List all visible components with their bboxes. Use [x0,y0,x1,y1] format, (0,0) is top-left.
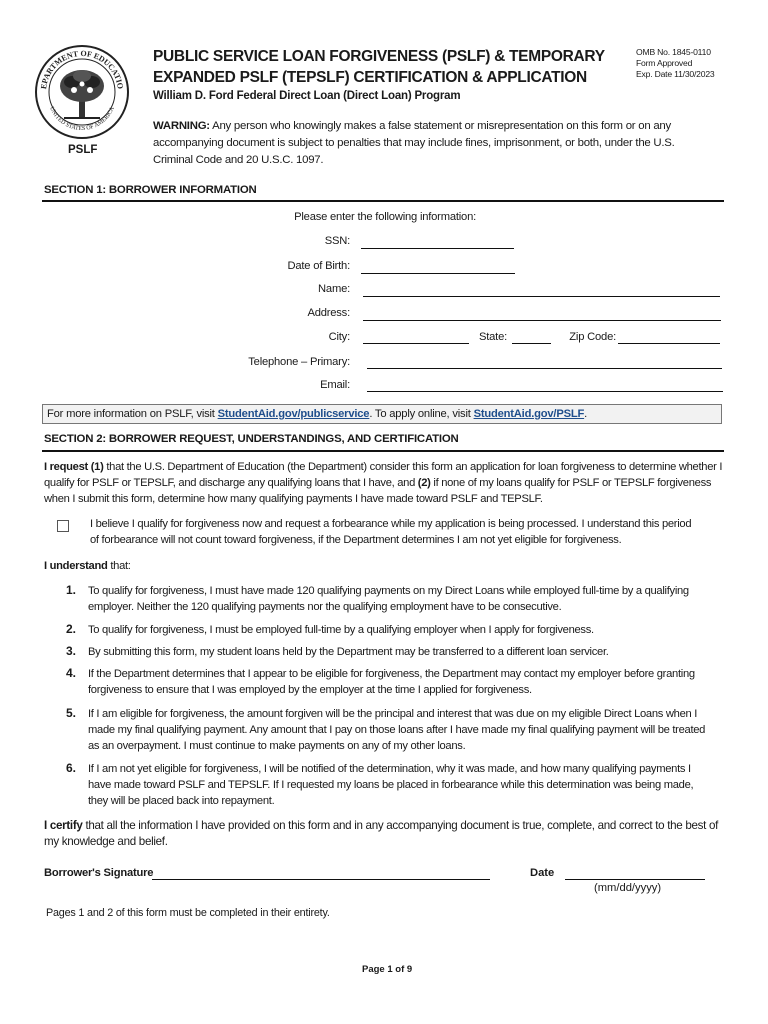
section2-rule [42,450,724,452]
form-approved: Form Approved [636,58,693,68]
understand-suffix: that: [107,560,131,572]
section1-rule [42,200,724,202]
item-4-number: 4. [66,666,77,680]
item-3-number: 3. [66,644,77,658]
completion-note: Pages 1 and 2 of this form must be completed in their entirety. [46,907,330,919]
address-field[interactable] [363,320,721,321]
page-number: Page 1 of 9 [362,964,413,975]
form-title-line2: EXPANDED PSLF (TEPSLF) CERTIFICATION & APPLICATION [153,69,587,86]
date-label: Date [530,867,555,879]
request-label: I request [44,461,88,473]
item-6-number: 6. [66,761,77,775]
omb-number: OMB No. 1845-0110 [636,47,711,57]
item-1-text: To qualify for forgiveness, I must have made 120 qualifying payments on my Direct Loans while employed full-time by a qualifying employer. Neither the 120 qualifying payments nor the qualifying employment have to be consecutive. [88,585,689,613]
expiration-date: Exp. Date 11/30/2023 [636,69,715,79]
name-label: Name: [318,283,350,295]
certify-text: that all the information I have provided on this form and in any accompanying document is true, complete, and correct to the best of my knowledge and belief. [44,819,719,848]
date-format-hint: (mm/dd/yyyy) [594,882,662,894]
state-label: State: [478,331,507,343]
certify-paragraph [44,818,724,850]
zip-code-field[interactable] [618,343,720,344]
warning-notice [153,118,693,169]
dob-label: Date of Birth: [287,260,350,272]
request-text-2: if none of my loans qualify for PSLF or TEPSLF forgiveness when I submit this form, determine how many qualifying payments I have made toward PSLF and TEPSLF. [44,477,712,505]
section2-heading: SECTION 2: BORROWER REQUEST, UNDERSTANDINGS, AND CERTIFICATION [44,433,459,445]
info-middle: . To apply online, visit [369,408,474,420]
address-label: Address: [307,307,350,319]
request-number-2: (2) [415,477,431,489]
understand-heading [44,558,131,574]
city-label: City: [328,331,350,343]
date-field[interactable] [565,879,705,880]
apply-online-link[interactable]: StudentAid.gov/PSLF [473,408,585,420]
ssn-label: SSN: [324,235,350,247]
item-5-text: If I am eligible for forgiveness, the amount forgiven will be the principal and interest that was due on my eligible Direct Loans when I made my final qualifying payment. Any amount that I pay on those loans after I have made my final qualifying payment will be treated as an overpayment. I must continue to make payments on any of my other loans. [88,708,706,752]
item-2-number: 2. [66,622,77,636]
warning-text: Any person who knowingly makes a false statement or misrepresentation on this form or on any accompanying document is subject to penalties that may include fines, imprisonment, or both, under the U.S. Criminal Code and 20 U.S.C. 1097. [153,120,675,166]
item-3-text: By submitting this form, my student loans held by the Department may be transferred to a different loan servicer. [88,646,609,658]
request-number-1: (1) [87,461,104,473]
svg-text:DEPARTMENT OF EDUCATION: EPARTMENT OF EDUCATIO [39,48,125,90]
form-code: PSLF [68,144,98,156]
item-4-text: If the Department determines that I appear to be eligible for forgiveness, the Department may contact my employer before granting forgiveness to ensure that I was employed by the employer at the time I applied for forgiveness. [88,668,695,696]
svg-text:UNITED STATES OF AMERICA: UNITED STATES OF AMERICA [48,106,116,133]
date-of-birth-field[interactable] [361,273,515,274]
city-field[interactable] [363,343,469,344]
item-1-number: 1. [66,583,77,597]
warning-label: WARNING: [153,120,210,132]
understand-label: I understand [44,560,108,572]
form-subtitle: William D. Ford Federal Direct Loan (Direct Loan) Program [153,90,461,102]
item-6-text: If I am not yet eligible for forgiveness, I will be notified of the determination, why it was made, and how many qualifying payments I have made toward PSLF and TEPSLF. If I requested my loans be placed in forbearance while this determination was being made, they will be placed back into repayment. [88,763,694,807]
name-field[interactable] [363,296,720,297]
item-2-text: To qualify for forgiveness, I must be employed full-time by a qualifying employer when I apply for forgiveness. [88,624,594,636]
form-title-line1: PUBLIC SERVICE LOAN FORGIVENESS (PSLF) & TEMPORARY [153,48,605,65]
signature-label: Borrower's Signature [44,867,154,879]
email-label: Email: [320,379,350,391]
item-5-number: 5. [66,706,77,720]
ssn-field[interactable] [361,248,514,249]
forbearance-checkbox[interactable] [57,520,69,532]
zip-label: Zip Code: [569,331,616,343]
department-of-education-seal [34,44,130,140]
info-suffix: . [584,408,588,420]
forbearance-text: I believe I qualify for forgiveness now and request a forbearance while my application is being processed. I understand this period of forbearance will not count toward forgiveness, if the Department determines I am not yet eligible for forgiveness. [90,518,692,546]
omb-info [636,47,715,80]
info-box [42,404,722,424]
publicservice-link[interactable]: StudentAid.gov/publicservice [217,408,370,420]
signature-field[interactable] [152,879,490,880]
request-text-1: that the U.S. Department of Education (the Department) consider this form an application for loan forgiveness to determine whether I qualify for PSLF or TEPSLF, and discharge any qualifying loans that I have, and [44,461,723,489]
email-field[interactable] [367,391,723,392]
info-prefix: For more information on PSLF, visit [47,408,218,420]
section1-intro: Please enter the following information: [294,211,476,223]
certify-label: I certify [44,819,83,832]
telephone-field[interactable] [367,368,722,369]
section1-heading: SECTION 1: BORROWER INFORMATION [44,184,257,196]
state-field[interactable] [512,343,551,344]
request-paragraph [44,459,724,507]
phone-label: Telephone – Primary: [248,356,350,368]
